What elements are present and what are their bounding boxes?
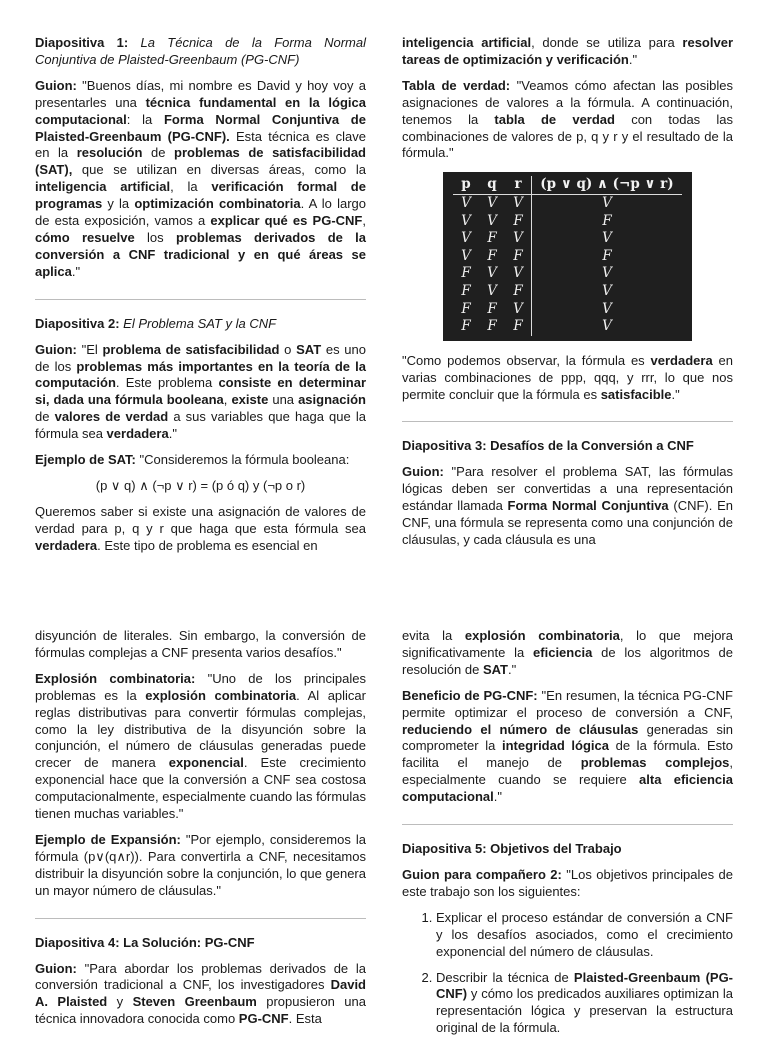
column-top-left [35,35,366,564]
sat-question: Queremos saber si existe una asignación de valores de verdad para p, q y r que haga que esta fórmula sea verdadera. Este tipo de problema es esencial en [35,503,366,553]
truth-table-header: p q r (p ∨ q) ∧ (¬p ∨ r) [453,176,682,194]
table-row: V V F F [461,212,612,229]
divider [35,299,366,300]
table-row: V F V V [461,230,612,247]
divider [35,918,366,919]
slide-3-heading: Diapositiva 3: Desafíos de la Conversión a CNF [402,438,694,454]
slide-2-script: Guion: "El problema de satisfacibilidad o SAT es uno de los problemas más importantes en la teoría de la computación. Este problema consiste en determinar si, dada una fórmula booleana, existe una asignación de valores de verdad a sus variables que haga que la fórmula sea verdadera." [35,341,367,442]
list-item: 2. Describir la técnica de Plaisted-Greenbaum (PG-CNF) y cómo los predicados auxiliares optimizan la representación lógica y preservan la estructura original de la fórmula. [436,970,733,1038]
column-bottom-right [402,628,733,1046]
table-row: F F V V [461,300,612,317]
sat-example: Ejemplo de SAT: "Consideremos la fórmula booleana: [35,452,350,468]
column-top-right [402,35,733,558]
slide-3-script: Guion: "Para resolver el problema SAT, las fórmulas lógicas deben ser convertidas a una representación estándar llamada Forma Normal Conjuntiva (CNF). En CNF, una fórmula se representa como una conjunción de cláusulas, y cada cláusula es una [402,464,733,547]
expansion-example: Ejemplo de Expansión: "Por ejemplo, consideremos la fórmula (p∨(q∧r)). Para convertirla a CNF, necesitamos distribuir la disyunción sobre la conjunción, lo que genera un mayor número de cláusulas." [35,831,366,898]
truth-table [443,172,692,340]
slide-1-script: Guion: "Buenos días, mi nombre es David y hoy voy a presentarles una técnica fundamental en la lógica computacional: la Forma Normal Conjuntiva de Plaisted-Greenbaum (PG-CNF). Esta técnica es clave en la resolución de problemas de satisfacibilidad (SAT), que se utilizan en diversas áreas, como la inteligencia artificial, la verificación formal de programas y la optimización combinatoria. A lo largo de esta exposición, vamos a explicar qué es PG-CNF, cómo resuelve los problemas derivados de la conversión a CNF tradicional y en qué áreas se aplica." [35,77,367,279]
slide-2-continuation: inteligencia artificial, donde se utiliza para resolver tareas de optimización y verificación." [402,35,733,67]
sat-formula: (p ∨ q) ∧ (¬p ∨ r) = (p ó q) y (¬p o r) [95,477,306,493]
slide-2-heading: Diapositiva 2: El Problema SAT y la CNF [35,315,277,331]
table-row: F V F V [461,282,612,299]
list-item: 1. Explicar el proceso estándar de conversión a CNF y los desafíos asociados, como el crecimiento exponencial del número de cláusulas. [436,910,733,961]
slide-1-title: La Técnica de la Forma Normal Conjuntiva de Plaisted-Greenbaum (PG-CNF) [35,35,366,67]
truth-table-conclusion: "Como podemos observar, la fórmula es verdadera en varias combinaciones de ppp, qqq, y rrr, lo que nos permite concluir que la fórmula es satisfacible." [402,352,733,402]
column-bottom-left [35,628,366,1037]
slide-4-script: Guion: "Para abordar los problemas derivados de la conversión tradicional a CNF, los investigadores David A. Plaisted y Steven Greenbaum propusieron una técnica innovadora conocida como PG-CNF. Esta [35,960,366,1027]
divider [402,421,733,422]
pg-cnf-benefit: Beneficio de PG-CNF: "En resumen, la técnica PG-CNF permite optimizar el proceso de conversión a CNF, reduciendo el número de cláusulas generadas sin comprometer la integridad lógica de la fórmula. Esto facilita el manejo de problemas complejos, especialmente cuando se requiere alta eficiencia computacional." [402,687,734,805]
combinatorial-explosion: Explosión combinatoria: "Uno de los principales problemas es la explosión combinatoria. Al aplicar reglas distributivas para convertir fórmulas complejas, como la ley distributiva de la disyunción sobre la conjunción, el número de cláusulas generadas puede crecer de manera exponencial. Este crecimiento exponencial hace que la conversión a CNF sea costosa computacionalmente, especialmente cuando las fórmulas tienen muchas variables." [35,670,366,822]
table-row: V V V V [461,194,612,211]
slide-4-continuation: evita la explosión combinatoria, lo que mejora significativamente la eficiencia de los algoritmos de resolución de SAT." [402,628,734,677]
divider [402,824,733,825]
slide-5-script: Guion para compañero 2: "Los objetivos principales de este trabajo son los siguientes: [402,866,733,899]
truth-table-intro: Tabla de verdad: "Veamos cómo afectan las posibles asignaciones de valores a la fórmula. A continuación, tenemos la tabla de verdad con todas las combinaciones de valores de p, q y r y el resultado de la fórmula." [402,77,734,161]
objectives-list [402,910,733,1037]
table-row: V F F F [461,247,612,264]
table-row: F V V V [461,265,612,282]
table-row: F F F V [461,318,612,335]
slide-3-continuation: disyunción de literales. Sin embargo, la conversión de fórmulas complejas a CNF presenta varios desafíos." [35,628,366,660]
slide-4-heading: Diapositiva 4: La Solución: PG-CNF [35,934,255,950]
slide-1-heading: Diapositiva 1: La Técnica de la Forma Normal Conjuntiva de Plaisted-Greenbaum (PG-CNF) [35,35,366,67]
slide-2-title: El Problema SAT y la CNF [123,315,277,331]
slide-5-heading: Diapositiva 5: Objetivos del Trabajo [402,841,622,857]
